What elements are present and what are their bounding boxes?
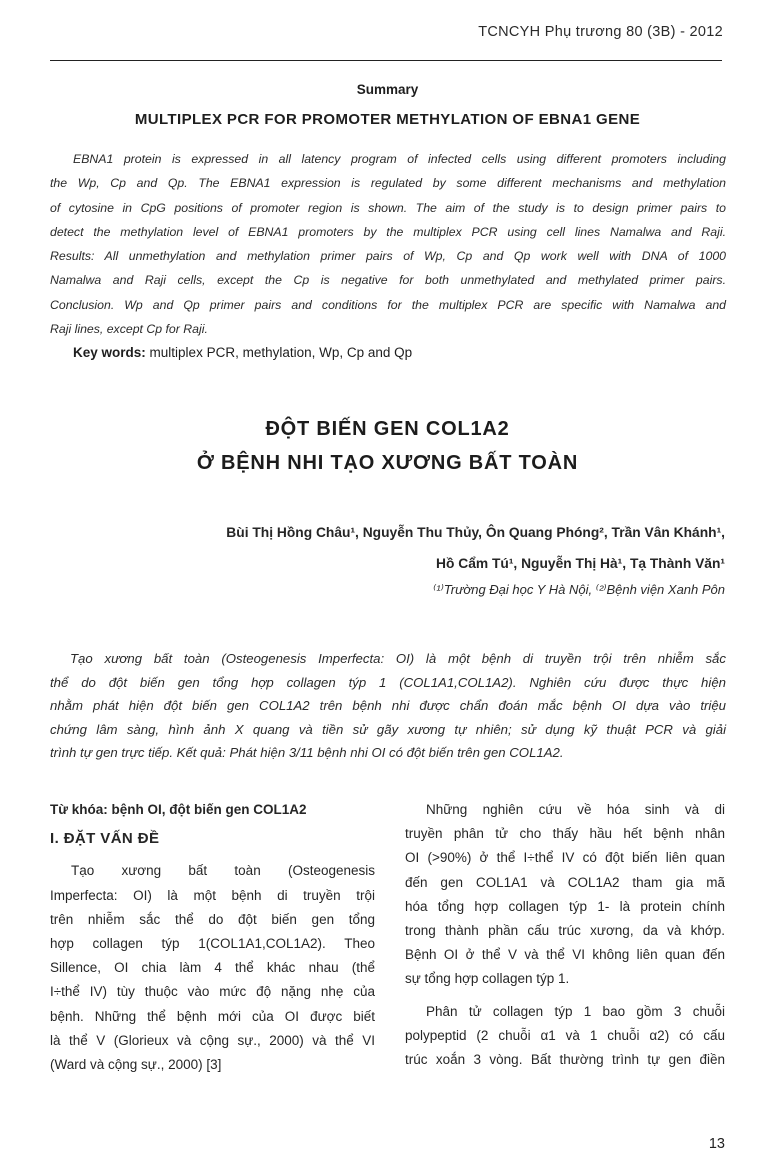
- left-column: [50, 798, 375, 1085]
- keywords-label: Key words:: [73, 345, 146, 360]
- body-line: bệnh. Những thể bệnh mới của OI được biết: [50, 1008, 375, 1024]
- abstract-line: EBNA1 protein is expressed in all latency program of infected cells using different promoters including: [73, 152, 726, 166]
- abstract-line: nhằm phát hiện đột biến gen COL1A2 trên bệnh nhi được chẩn đoán mắc bệnh OI dựa vào triệu: [50, 698, 726, 713]
- authors-line: Bùi Thị Hồng Châu¹, Nguyễn Thu Thủy, Ôn Quang Phóng², Trần Vân Khánh¹,: [226, 525, 725, 540]
- body-paragraph: [405, 798, 725, 992]
- body-line: Sillence, OI chia làm 4 thể khác nhau (thể: [50, 960, 375, 976]
- body-line: hóa tổng hợp collagen týp 1- là protein chính: [405, 898, 725, 914]
- article-title: [0, 412, 775, 480]
- authors-line: Hồ Cẩm Tú¹, Nguyễn Thị Hà¹, Tạ Thành Văn¹: [436, 556, 725, 571]
- abstract-line: Tạo xương bất toàn (Osteogenesis Imperfecta: OI) là một bệnh di truyền trội trên nhiễm sắc: [70, 651, 726, 666]
- abstract-line: chứng lâm sàng, hình ảnh X quang và tiền sử gãy xương tự nhiên; sử dụng kỹ thuật PCR và giải: [50, 721, 726, 737]
- article-title-line: ĐỘT BIẾN GEN COL1A2: [265, 418, 510, 440]
- article-title-line: Ở BỆNH NHI TẠO XƯƠNG BẤT TOÀN: [196, 452, 579, 474]
- abstract-line: the Wp, Cp and Qp. The EBNA1 expression is regulated by some different mechanisms and methylation: [50, 176, 726, 191]
- keywords-text: multiplex PCR, methylation, Wp, Cp and Qp: [149, 345, 413, 360]
- author-list: [226, 517, 725, 579]
- body-line: là thể V (Glorieux và cộng sự., 2000) và thể VI: [50, 1032, 375, 1048]
- body-line: trúc xoắn 3 vòng. Bất thường trình tự gen điền: [405, 1052, 725, 1068]
- summary-title: MULTIPLEX PCR FOR PROMOTER METHYLATION OF EBNA1 GENE: [134, 111, 641, 128]
- abstract-line: Conclusion. Wp and Qp primer pairs and conditions for the multiplex PCR are specific with Namalwa and: [50, 297, 726, 312]
- body-paragraph: [405, 1000, 725, 1073]
- body-line: hợp collagen týp 1(COL1A1,COL1A2). Theo: [50, 936, 375, 952]
- body-line: polypeptid (2 chuỗi α1 và 1 chuỗi α2) có cấu: [405, 1027, 725, 1043]
- body-paragraph: [50, 859, 375, 1077]
- affiliations: ⁽¹⁾Trường Đại học Y Hà Nội, ⁽²⁾Bệnh viện Xanh Pôn: [433, 582, 725, 597]
- body-line: Tạo xương bất toàn (Osteogenesis: [71, 863, 375, 879]
- body-line: truyền phân tử cho thấy hầu hết bệnh nhân: [405, 826, 725, 842]
- abstract-line: detect the methylation level of EBNA1 promoters by the multiplex PCR using cell lines Namalwa and Raji.: [50, 224, 726, 239]
- keywords-label: Từ khóa:: [50, 802, 108, 817]
- body-line: (Ward và cộng sự., 2000) [3]: [50, 1057, 222, 1073]
- abstract-line: thể do đột biến gen tổng hợp collagen týp 1 (COL1A1,COL1A2). Nghiên cứu được thực hiện: [50, 674, 726, 690]
- abstract-line: of cytosine in CpG positions of promoter region is shown. The aim of the study is to design primer pairs to: [50, 200, 726, 215]
- body-line: OI (>90%) ở thể I÷thể IV có đột biến liên quan: [405, 850, 725, 866]
- header-rule: [50, 60, 722, 61]
- body-line: Bệnh OI ở thể V và thể VI không liên quan đến: [405, 947, 725, 963]
- body-line: đến gen COL1A1 và COL1A2 tham gia mã: [405, 874, 725, 890]
- abstract-line: Raji lines, except Cp for Raji.: [50, 322, 208, 337]
- keywords-text: bệnh OI, đột biến gen COL1A2: [111, 802, 307, 817]
- body-line: Imperfecta: OI) là một bệnh di truyền trội: [50, 887, 375, 903]
- abstract-line: trình tự gen trực tiếp. Kết quả: Phát hiện 3/11 bệnh nhi OI có đột biến trên gen COL1A2.: [50, 745, 564, 760]
- vietnamese-keywords: [50, 798, 375, 822]
- body-line: Phân tử collagen týp 1 bao gồm 3 chuỗi: [426, 1003, 725, 1019]
- body-line: Những nghiên cứu về hóa sinh và di: [426, 802, 725, 817]
- abstract-line: Namalwa and Raji cells, except the Cp is negative for both unmethylated and methylated primer pairs.: [50, 273, 726, 288]
- vietnamese-abstract: [50, 647, 726, 765]
- right-column: [405, 798, 725, 1080]
- body-line: trên nhiễm sắc thể do đột biến gen tổng: [50, 911, 375, 927]
- body-line: sự tổng hợp collagen týp 1.: [405, 971, 570, 987]
- summary-label: Summary: [356, 82, 419, 97]
- english-abstract: [50, 147, 726, 341]
- abstract-line: Results: All unmethylation and methylation primer pairs of Wp, Cp and Qp work well with DNA of 1000: [50, 249, 726, 264]
- body-line: trong thành phần cấu trúc xương, da và khớp.: [405, 923, 725, 939]
- body-line: I÷thể IV) tùy thuộc vào mức độ nặng nhẹ của: [50, 984, 375, 1000]
- page-number: 13: [708, 1136, 725, 1152]
- english-keywords: [73, 345, 412, 360]
- section-heading: I. ĐẶT VẤN ĐỀ: [50, 830, 160, 848]
- running-head: TCNCYH Phụ trương 80 (3B) - 2012: [478, 24, 723, 40]
